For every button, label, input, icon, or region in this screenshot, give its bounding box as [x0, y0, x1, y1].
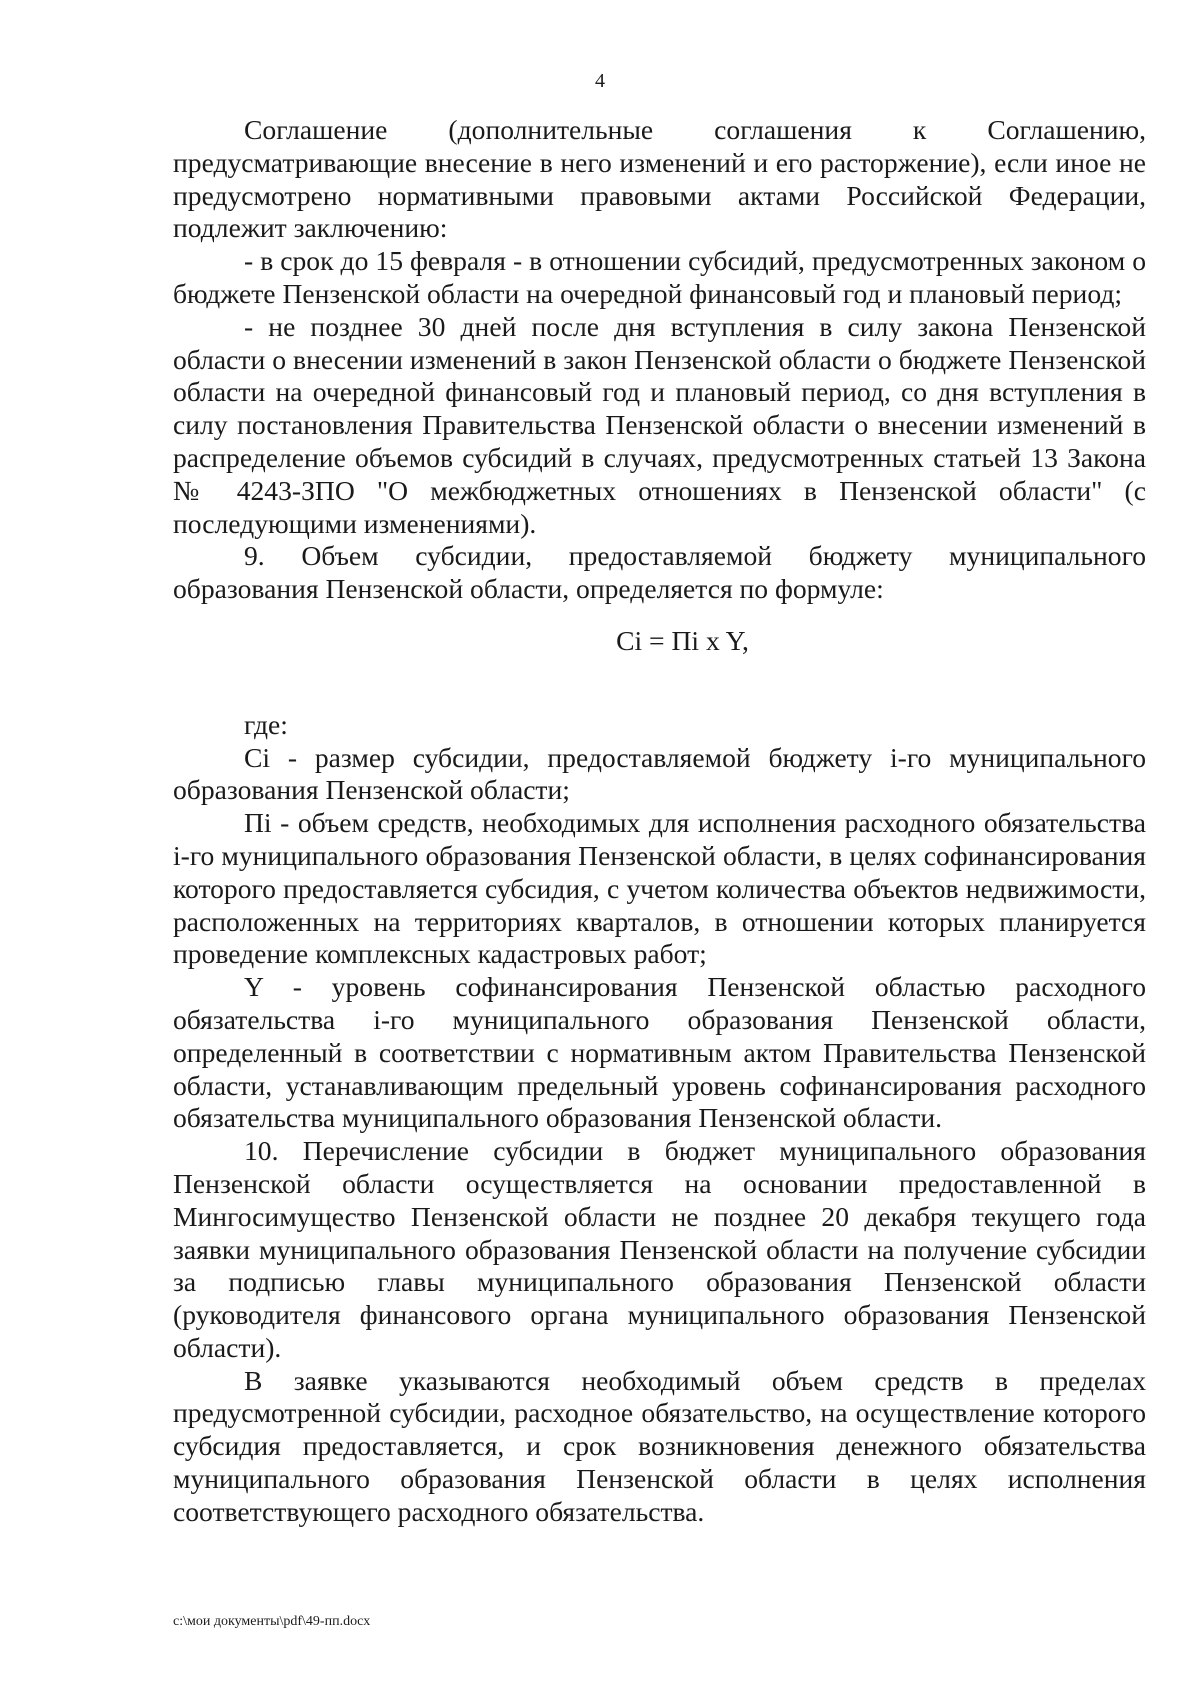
definition-pi: Пi - объем средств, необходимых для исполнения расходного обязательства i-го муниципального образования Пензенской области, в целях софинансирования которого предоставляется субсидия, с учетом количества объектов недвижимости, расположенных на территориях кварталов, в отношении которых планируется проведение комплексных кадастровых работ; — [173, 807, 1146, 970]
definition-ci: Ci - размер субсидии, предоставляемой бюджету i-го муниципального образования Пензенской области; — [173, 741, 1146, 806]
footer-file-path: c:\мои документы\pdf\49-пп.docx — [173, 1614, 371, 1629]
paragraph-agreement-conclusion: Соглашение (дополнительные соглашения к Соглашению, предусматривающие внесение в него изменений и его расторжение), если иное не предусмотрено нормативными правовыми актами Российской Федерации, подлежит заключению: — [173, 114, 1146, 244]
document-body — [173, 114, 1146, 1529]
page-number: 4 — [595, 70, 605, 92]
definition-y: Y - уровень софинансирования Пензенской областью расходного обязательства i-го муниципального образования Пензенской области, определенный в соответствии с нормативным актом Правительства Пензенской области, устанавливающим предельный уровень софинансирования расходного обязательства муниципального образования Пензенской области. — [173, 971, 1146, 1134]
paragraph-application-contents: В заявке указываются необходимый объем средств в пределах предусмотренной субсидии, расходное обязательство, на осуществление которого субсидия предоставляется, и срок возникновения денежного обязательства муниципального образования Пензенской области в целях исполнения соответствующего расходного обязательства. — [173, 1364, 1146, 1527]
paragraph-deadline-30-days: - не позднее 30 дней после дня вступления в силу закона Пензенской области о внесении изменений в закон Пензенской области о бюджете Пензенской области на очередной финансовый год и плановый период, со дня вступления в силу постановления Правительства Пензенской области о внесении изменений в распределение объемов субсидий в случаях, предусмотренных статьей 13 Закона № 4243-ЗПО "О межбюджетных отношениях в Пензенской области" (с последующими изменениями). — [173, 310, 1146, 539]
paragraph-subsidy-volume-formula-intro: 9. Объем субсидии, предоставляемой бюджету муниципального образования Пензенской области, определяется по формуле: — [173, 540, 1146, 605]
formula-where-label: где: — [244, 708, 288, 740]
subsidy-formula: Ci = Пi x Y, — [616, 624, 749, 656]
paragraph-deadline-february: - в срок до 15 февраля - в отношении субсидий, предусмотренных законом о бюджете Пензенской области на очередной финансовый год и плановый период; — [173, 245, 1146, 309]
paragraph-subsidy-transfer: 10. Перечисление субсидии в бюджет муниципального образования Пензенской области осуществляется на основании предоставленной в Мингосимущество Пензенской области не позднее 20 декабря текущего года заявки муниципального образования Пензенской области на получение субсидии за подписью главы муниципального образования Пензенской области (руководителя финансового органа муниципального образования Пензенской области). — [173, 1135, 1146, 1363]
